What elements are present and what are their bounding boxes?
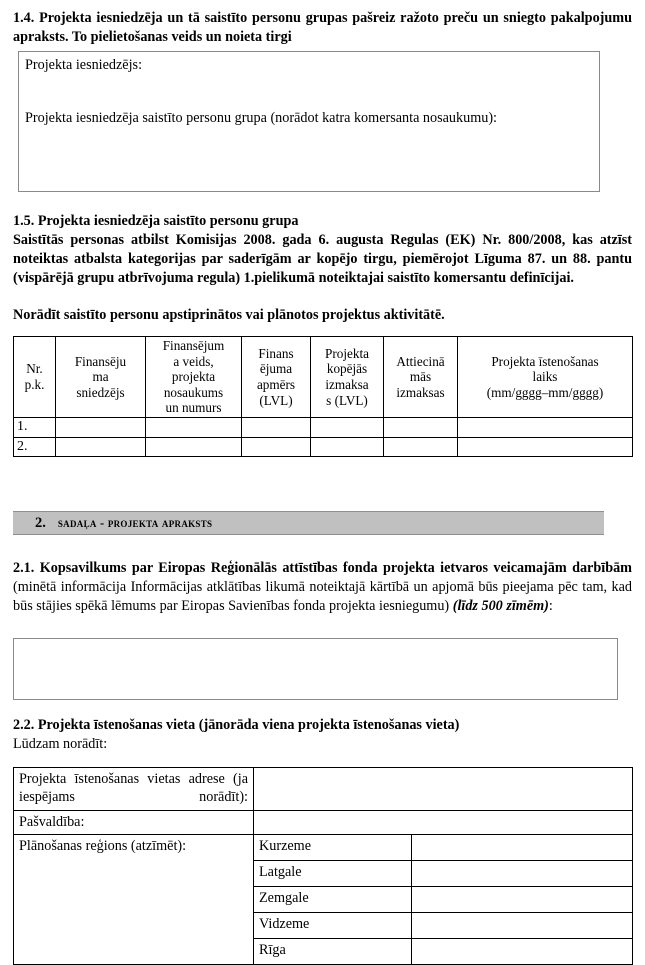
section-2-1-answer-box[interactable] bbox=[13, 638, 618, 700]
table-row bbox=[14, 437, 633, 457]
table-header-row bbox=[14, 337, 633, 418]
region-name-zemgale: Zemgale bbox=[254, 887, 412, 913]
col-header-nr bbox=[14, 337, 56, 418]
hdr-line: s (LVL) bbox=[326, 392, 368, 408]
section-2-number: 2. bbox=[35, 514, 46, 531]
hdr-line: Projekta īstenošanas bbox=[491, 353, 599, 369]
hdr-line: a veids, bbox=[173, 353, 214, 369]
region-name-kurzeme: Kurzeme bbox=[254, 835, 412, 861]
hdr-line: nosaukums bbox=[163, 384, 224, 400]
hdr-line: izmaksa bbox=[325, 376, 369, 392]
hdr-line: p.k. bbox=[24, 376, 45, 392]
row-number: 1. bbox=[14, 417, 56, 437]
col-header-total-costs bbox=[311, 337, 384, 418]
col-header-funding-amount bbox=[242, 337, 311, 418]
section-2-1-trailing-colon: : bbox=[548, 597, 553, 614]
hdr-line: ma bbox=[92, 369, 109, 385]
hdr-line: Nr. bbox=[26, 361, 43, 377]
region-checkbox-latgale[interactable] bbox=[412, 861, 633, 887]
section-1-4-heading: 1.4. Projekta iesniedzēja un tā saistīto personu grupas pašreiz ražoto preču un sniegto pakalpojumu apraksts. To pielietošanas veids un noieta tirgi bbox=[13, 10, 632, 45]
section-2-2-heading: 2.2. Projekta īstenošanas vieta (jānorāda viena projekta īstenošanas vieta) bbox=[13, 717, 460, 733]
section-2-1-bold-lead: 2.1. Kopsavilkums par Eiropas Reģionālās attīstības fonda projekta ietvaros veicamajām darbībām bbox=[13, 560, 632, 576]
location-municipality-row bbox=[14, 811, 633, 835]
label-planning-region: Plānošanas reģions (atzīmēt): bbox=[14, 835, 254, 965]
cell-total-costs[interactable] bbox=[311, 417, 384, 437]
region-checkbox-kurzeme[interactable] bbox=[412, 835, 633, 861]
hdr-line: laiks bbox=[532, 369, 558, 385]
section-2-1-italic-note: (līdz 500 zīmēm) bbox=[449, 597, 549, 614]
cell-financier[interactable] bbox=[56, 417, 146, 437]
cell-funding-amount[interactable] bbox=[242, 437, 311, 457]
hdr-line: ējuma bbox=[259, 361, 293, 377]
section-2-2-subtitle: Lūdzam norādīt: bbox=[13, 736, 108, 752]
location-address-row bbox=[14, 768, 633, 811]
section-2-banner bbox=[13, 511, 604, 535]
hdr-line: Finans bbox=[258, 345, 294, 361]
cell-implementation-period[interactable] bbox=[458, 437, 633, 457]
cell-total-costs[interactable] bbox=[311, 437, 384, 457]
hdr-line: (mm/gggg–mm/gggg) bbox=[486, 384, 604, 400]
cell-funding-type[interactable] bbox=[146, 417, 242, 437]
col-header-funding-type bbox=[146, 337, 242, 418]
region-checkbox-vidzeme[interactable] bbox=[412, 913, 633, 939]
region-checkbox-zemgale[interactable] bbox=[412, 887, 633, 913]
region-name-vidzeme: Vidzeme bbox=[254, 913, 412, 939]
cell-financier[interactable] bbox=[56, 437, 146, 457]
hdr-line: Attiecinā bbox=[396, 353, 445, 369]
col-header-financier bbox=[56, 337, 146, 418]
cell-eligible-costs[interactable] bbox=[384, 417, 458, 437]
section-2-1-paragraph bbox=[13, 559, 632, 616]
value-municipality[interactable] bbox=[254, 811, 633, 835]
cell-funding-type[interactable] bbox=[146, 437, 242, 457]
hdr-line: (LVL) bbox=[259, 392, 293, 408]
hdr-line: mās bbox=[409, 369, 432, 385]
cell-implementation-period[interactable] bbox=[458, 417, 633, 437]
related-persons-projects-table bbox=[13, 336, 633, 457]
section-2-1-normal-body: (minētā informācija Informācijas atklātības likumā noteiktajā kārtībā un apjomā būs pieejama pēc tam, kad būs stājies spēkā lēmums par Eiropas Savienības fonda projekta iesniegumu) bbox=[13, 578, 632, 614]
location-region-row bbox=[14, 835, 633, 861]
hdr-line: Projekta bbox=[325, 345, 369, 361]
hdr-line: Finansējum bbox=[162, 338, 225, 353]
hdr-line: Finansēju bbox=[74, 353, 127, 369]
table-row bbox=[14, 417, 633, 437]
project-location-table bbox=[13, 767, 633, 965]
region-name-latgale: Latgale bbox=[254, 861, 412, 887]
value-address[interactable] bbox=[254, 768, 633, 811]
section-1-4-box-line-2: Projekta iesniedzēja saistīto personu grupa (norādot katra komersanta nosaukumu): bbox=[25, 110, 497, 127]
row-number: 2. bbox=[14, 437, 56, 457]
col-header-eligible-costs bbox=[384, 337, 458, 418]
hdr-line: apmērs bbox=[256, 376, 296, 392]
cell-funding-amount[interactable] bbox=[242, 417, 311, 437]
section-1-5-heading: 1.5. Projekta iesniedzēja saistīto personu grupa bbox=[13, 213, 299, 229]
label-municipality: Pašvaldība: bbox=[14, 811, 254, 835]
hdr-line: projekta bbox=[171, 369, 216, 385]
col-header-implementation-period bbox=[458, 337, 633, 418]
section-1-5-instruction: Norādīt saistīto personu apstiprinātos vai plānotos projektus aktivitātē. bbox=[13, 307, 445, 323]
section-1-4-answer-box[interactable] bbox=[18, 51, 600, 192]
section-2-title: sadaļa - projekta apraksts bbox=[57, 515, 213, 530]
cell-eligible-costs[interactable] bbox=[384, 437, 458, 457]
section-1-4-box-line-1: Projekta iesniedzējs: bbox=[25, 57, 143, 73]
hdr-line: kopējās bbox=[326, 361, 368, 377]
hdr-line: izmaksas bbox=[396, 384, 445, 400]
region-checkbox-riga[interactable] bbox=[412, 939, 633, 965]
section-1-5-body: Saistītās personas atbilst Komisijas 2008. gada 6. augusta Regulas (EK) Nr. 800/2008, kas atzīst noteiktas atbalsta kategorijas par saderīgām ar kopējo tirgu, piemērojot Līguma 87. un 88. pantu (vispārējā grupu atbrīvojuma regula) 1.pielikumā noteiktajai saistīto komersantu definīcijai. bbox=[13, 232, 632, 286]
hdr-line: un numurs bbox=[165, 400, 222, 416]
label-address: Projekta īstenošanas vietas adrese (ja iespējams norādīt): bbox=[14, 768, 254, 811]
hdr-line: sniedzējs bbox=[76, 384, 125, 400]
region-name-riga: Rīga bbox=[254, 939, 412, 965]
